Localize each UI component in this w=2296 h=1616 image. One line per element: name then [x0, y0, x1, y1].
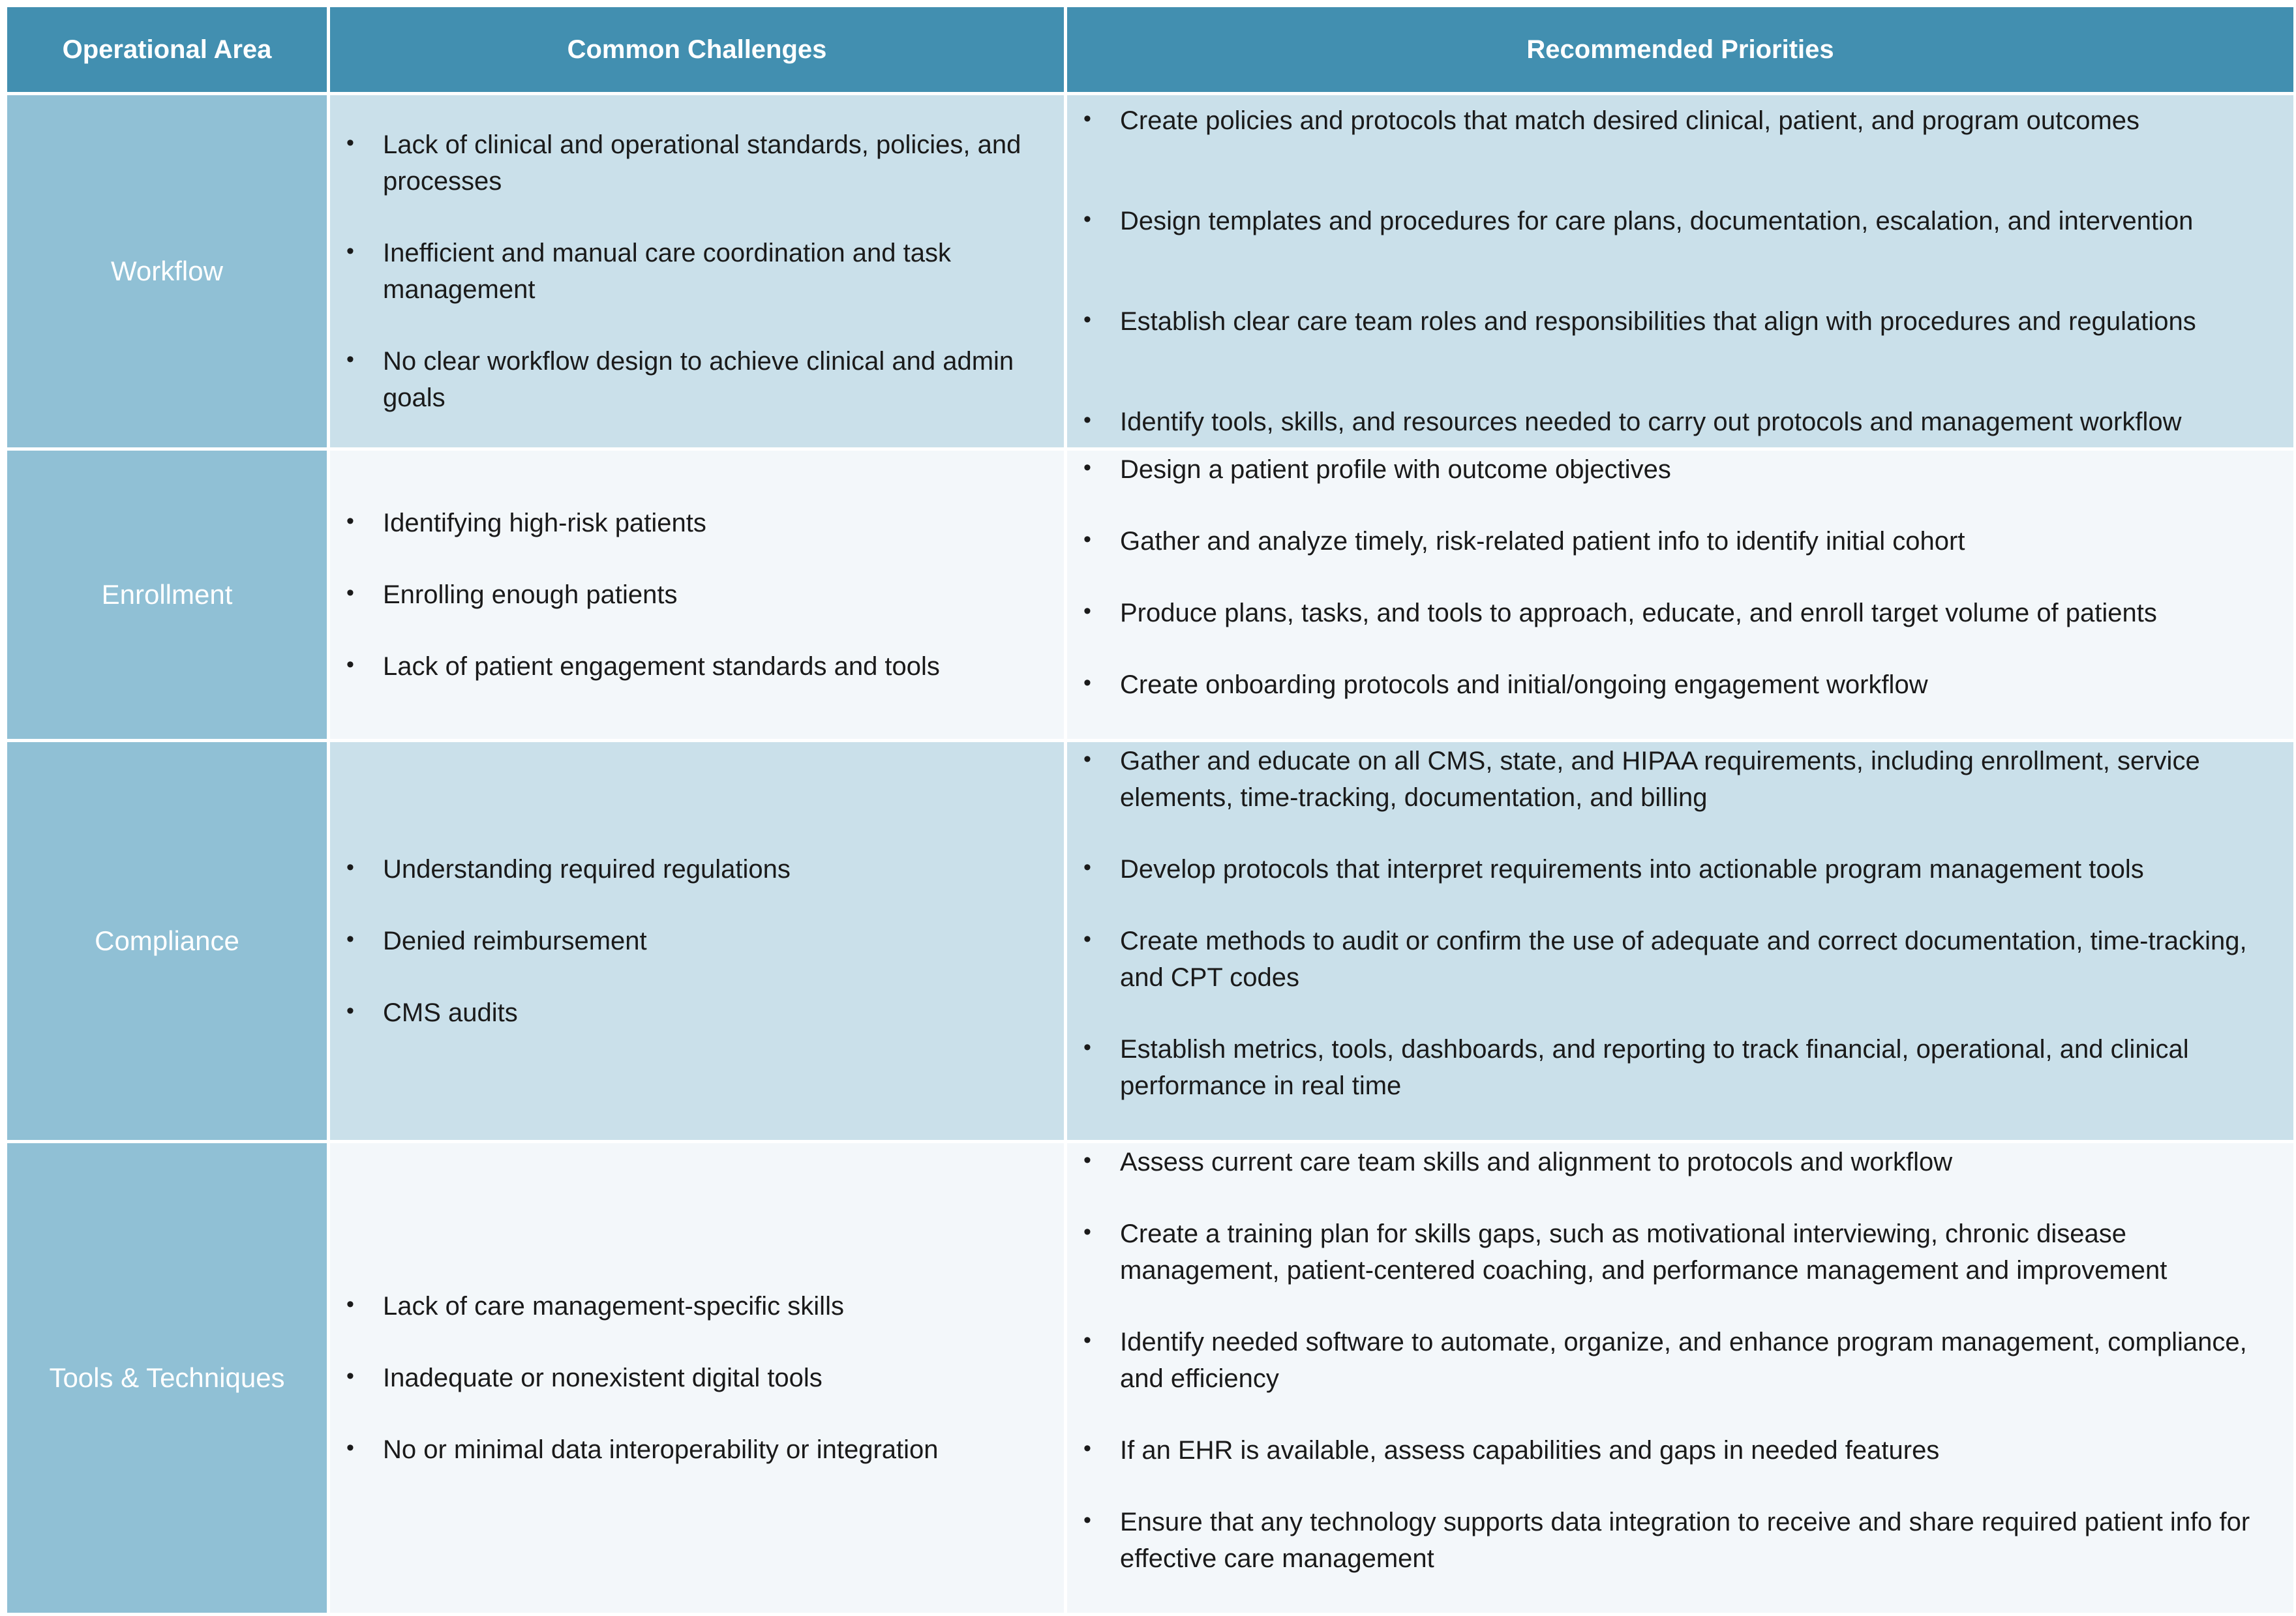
list-item — [339, 343, 1054, 416]
table-row-workflow — [6, 94, 2295, 449]
bullet-icon: • — [346, 580, 354, 605]
bullet-icon: • — [1083, 455, 1091, 480]
list-item — [339, 576, 1054, 613]
list-item-text: Ensure that any technology supports data integration to receive and share required patient info for effective care management — [1120, 1508, 2250, 1573]
challenges-list — [331, 127, 1063, 416]
list-item — [1076, 1144, 2267, 1180]
list-item-text: Create onboarding protocols and initial/ongoing engagement workflow — [1120, 670, 1928, 699]
challenges-cell — [329, 1142, 1066, 1615]
bullet-icon: • — [1083, 747, 1091, 771]
bullet-icon: • — [1083, 855, 1091, 880]
list-item — [1076, 923, 2267, 996]
list-item-text: Gather and educate on all CMS, state, and HIPAA requirements, including enrollment, service elements, time-tracking, documentation, and billing — [1120, 747, 2200, 812]
list-item — [1076, 523, 2267, 560]
bullet-icon: • — [1083, 670, 1091, 695]
list-item — [1076, 595, 2267, 631]
list-item — [1076, 203, 2267, 239]
list-item-text: Create policies and protocols that match desired clinical, patient, and program outcomes — [1120, 106, 2140, 135]
priorities-cell — [1066, 449, 2295, 741]
bullet-icon: • — [346, 652, 354, 677]
list-item-text: Assess current care team skills and alignment to protocols and workflow — [1120, 1148, 1953, 1176]
bullet-icon: • — [1083, 927, 1091, 951]
list-item-text: Design a patient profile with outcome objectives — [1120, 455, 1671, 484]
bullet-icon: • — [1083, 1436, 1091, 1461]
list-item-text: Identifying high-risk patients — [383, 509, 706, 537]
list-item-text: Identify needed software to automate, organize, and enhance program management, compliance, and efficiency — [1120, 1328, 2247, 1393]
list-item — [1076, 404, 2267, 440]
list-item-text: Identify tools, skills, and resources needed to carry out protocols and management workflow — [1120, 408, 2182, 436]
list-item — [339, 235, 1054, 308]
list-item — [339, 648, 1054, 685]
list-item — [1076, 303, 2267, 340]
challenges-cell — [329, 741, 1066, 1142]
bullet-icon: • — [1083, 207, 1091, 232]
table-row-enrollment — [6, 449, 2295, 741]
priorities-list — [1068, 1144, 2293, 1577]
area-cell: Workflow — [6, 94, 329, 449]
list-item — [339, 923, 1054, 959]
bullet-icon: • — [346, 927, 354, 951]
list-item-text: Create methods to audit or confirm the use of adequate and correct documentation, time-tracking, and CPT codes — [1120, 927, 2247, 992]
list-item — [1076, 743, 2267, 816]
bullet-icon: • — [1083, 1148, 1091, 1173]
list-item — [339, 995, 1054, 1031]
list-item-text: Inefficient and manual care coordination and task management — [383, 239, 951, 304]
list-item-text: If an EHR is available, assess capabilities and gaps in needed features — [1120, 1436, 1940, 1465]
list-item — [1076, 451, 2267, 488]
area-cell: Compliance — [6, 741, 329, 1142]
challenges-list — [331, 1288, 1063, 1468]
header-recommended-priorities: Recommended Priorities — [1066, 6, 2295, 94]
bullet-icon: • — [346, 1364, 354, 1388]
list-item — [339, 127, 1054, 200]
list-item-text: Establish metrics, tools, dashboards, and reporting to track financial, operational, and clinical performance in real time — [1120, 1035, 2189, 1100]
priorities-list — [1068, 451, 2293, 703]
list-item-text: Establish clear care team roles and responsibilities that align with procedures and regulations — [1120, 307, 2196, 336]
priorities-list — [1068, 743, 2293, 1104]
challenges-cell — [329, 449, 1066, 741]
list-item-text: Lack of care management-specific skills — [383, 1292, 844, 1321]
bullet-icon: • — [1083, 1508, 1091, 1533]
bullet-icon: • — [1083, 106, 1091, 131]
list-item-text: No clear workflow design to achieve clinical and admin goals — [383, 347, 1014, 412]
list-item — [1076, 102, 2267, 139]
list-item — [1076, 1324, 2267, 1397]
list-item — [339, 1360, 1054, 1396]
priorities-cell — [1066, 741, 2295, 1142]
priorities-cell — [1066, 94, 2295, 449]
bullet-icon: • — [346, 998, 354, 1023]
priorities-list — [1068, 102, 2293, 440]
list-item — [1076, 1216, 2267, 1289]
header-row — [6, 6, 2295, 94]
table-body — [6, 94, 2295, 1615]
challenges-list — [331, 505, 1063, 685]
challenges-cell — [329, 94, 1066, 449]
bullet-icon: • — [1083, 527, 1091, 552]
list-item — [1076, 1504, 2267, 1577]
challenges-list — [331, 851, 1063, 1031]
list-item-text: Gather and analyze timely, risk-related patient info to identify initial cohort — [1120, 527, 1965, 556]
list-item — [339, 1431, 1054, 1468]
bullet-icon: • — [1083, 307, 1091, 332]
list-item — [339, 505, 1054, 541]
operational-areas-table — [4, 4, 2296, 1616]
list-item-text: Enrolling enough patients — [383, 580, 678, 609]
table-row-tools-techniques — [6, 1142, 2295, 1615]
list-item — [339, 851, 1054, 888]
area-cell: Enrollment — [6, 449, 329, 741]
priorities-cell — [1066, 1142, 2295, 1615]
list-item-text: Lack of patient engagement standards and tools — [383, 652, 940, 681]
bullet-icon: • — [346, 239, 354, 263]
bullet-icon: • — [1083, 1035, 1091, 1060]
area-cell: Tools & Techniques — [6, 1142, 329, 1615]
bullet-icon: • — [1083, 408, 1091, 432]
bullet-icon: • — [346, 1435, 354, 1460]
bullet-icon: • — [346, 347, 354, 372]
list-item-text: Inadequate or nonexistent digital tools — [383, 1364, 823, 1392]
list-item — [1076, 666, 2267, 703]
bullet-icon: • — [346, 509, 354, 533]
table-header — [6, 6, 2295, 94]
list-item — [1076, 1432, 2267, 1469]
bullet-icon: • — [346, 130, 354, 155]
bullet-icon: • — [346, 855, 354, 880]
list-item-text: Produce plans, tasks, and tools to approach, educate, and enroll target volume of patients — [1120, 599, 2157, 627]
list-item-text: Create a training plan for skills gaps, such as motivational interviewing, chronic disease management, patient-centered coaching, and performance management and improvement — [1120, 1219, 2168, 1285]
list-item — [339, 1288, 1054, 1324]
bullet-icon: • — [346, 1292, 354, 1317]
list-item-text: No or minimal data interoperability or integration — [383, 1435, 939, 1464]
list-item-text: Denied reimbursement — [383, 927, 647, 955]
list-item-text: Design templates and procedures for care plans, documentation, escalation, and intervention — [1120, 207, 2194, 235]
list-item — [1076, 1031, 2267, 1104]
list-item-text: Understanding required regulations — [383, 855, 791, 884]
list-item-text: Lack of clinical and operational standards, policies, and processes — [383, 130, 1021, 196]
list-item-text: Develop protocols that interpret requirements into actionable program management tools — [1120, 855, 2144, 884]
bullet-icon: • — [1083, 1328, 1091, 1353]
header-operational-area: Operational Area — [6, 6, 329, 94]
bullet-icon: • — [1083, 1219, 1091, 1244]
header-common-challenges: Common Challenges — [329, 6, 1066, 94]
list-item-text: CMS audits — [383, 998, 518, 1027]
list-item — [1076, 851, 2267, 888]
bullet-icon: • — [1083, 599, 1091, 623]
table-row-compliance — [6, 741, 2295, 1142]
